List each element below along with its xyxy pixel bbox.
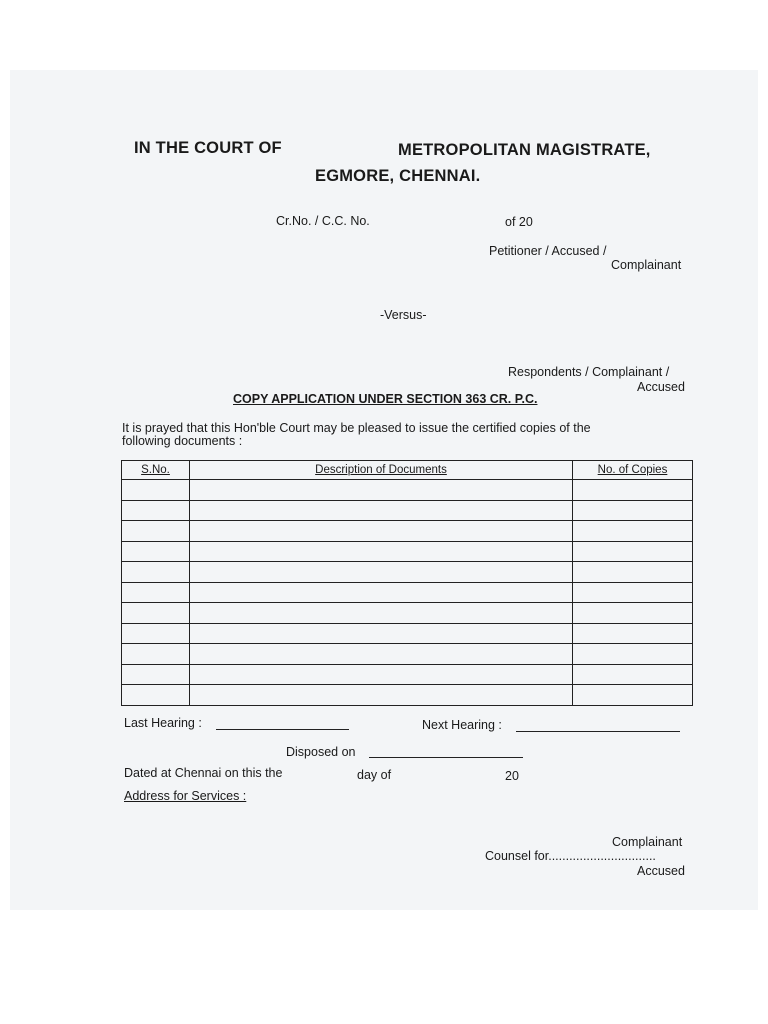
description-cell[interactable] xyxy=(190,582,573,603)
petitioner-label-line2: Complainant xyxy=(611,258,682,272)
sno-cell[interactable] xyxy=(122,480,190,501)
sno-cell[interactable] xyxy=(122,644,190,665)
respondent-label-line1: Respondents / Complainant / xyxy=(508,365,670,379)
sno-cell[interactable] xyxy=(122,685,190,706)
dated-year-label: 20 xyxy=(505,769,519,783)
last-hearing-label: Last Hearing : xyxy=(124,716,202,730)
table-row xyxy=(122,685,693,706)
table-row xyxy=(122,582,693,603)
description-cell[interactable] xyxy=(190,500,573,521)
respondent-label-line2: Accused xyxy=(637,380,685,394)
table-row xyxy=(122,541,693,562)
magistrate-title: METROPOLITAN MAGISTRATE, xyxy=(398,141,651,159)
versus-label: -Versus- xyxy=(380,308,427,322)
sno-cell[interactable] xyxy=(122,623,190,644)
sno-cell[interactable] xyxy=(122,582,190,603)
disposed-on-field[interactable] xyxy=(369,757,523,758)
description-cell[interactable] xyxy=(190,603,573,624)
description-cell[interactable] xyxy=(190,644,573,665)
copies-cell[interactable] xyxy=(573,664,693,685)
sno-cell[interactable] xyxy=(122,521,190,542)
column-header-sno: S.No. xyxy=(122,461,190,480)
counsel-for-field[interactable]: Counsel for............................... xyxy=(485,849,656,863)
copies-cell[interactable] xyxy=(573,521,693,542)
prayer-line2: following documents : xyxy=(122,434,243,448)
next-hearing-label: Next Hearing : xyxy=(422,718,502,732)
copies-cell[interactable] xyxy=(573,582,693,603)
description-cell[interactable] xyxy=(190,562,573,583)
table-row xyxy=(122,500,693,521)
documents-table xyxy=(121,460,693,706)
description-cell[interactable] xyxy=(190,480,573,501)
disposed-on-label: Disposed on xyxy=(286,745,356,759)
copies-cell[interactable] xyxy=(573,541,693,562)
sno-cell[interactable] xyxy=(122,500,190,521)
sno-cell[interactable] xyxy=(122,562,190,583)
court-prefix: IN THE COURT OF xyxy=(134,139,282,157)
column-header-description: Description of Documents xyxy=(190,461,573,480)
copies-cell[interactable] xyxy=(573,685,693,706)
copies-cell[interactable] xyxy=(573,603,693,624)
column-header-copies: No. of Copies xyxy=(573,461,693,480)
next-hearing-field[interactable] xyxy=(516,731,680,732)
court-location: EGMORE, CHENNAI. xyxy=(315,167,481,185)
description-cell[interactable] xyxy=(190,541,573,562)
copies-cell[interactable] xyxy=(573,500,693,521)
address-for-services-label: Address for Services : xyxy=(124,789,247,803)
table-header-row xyxy=(122,461,693,480)
petitioner-label-line1: Petitioner / Accused / xyxy=(489,244,607,258)
counsel-complainant-label: Complainant xyxy=(612,835,683,849)
sno-cell[interactable] xyxy=(122,541,190,562)
table-row xyxy=(122,603,693,624)
table-row xyxy=(122,521,693,542)
table-row xyxy=(122,644,693,665)
case-year-label: of 20 xyxy=(505,215,533,229)
copies-cell[interactable] xyxy=(573,562,693,583)
table-row xyxy=(122,664,693,685)
prayer-line1: It is prayed that this Hon'ble Court may be pleased to issue the certified copies of the xyxy=(122,421,591,435)
description-cell[interactable] xyxy=(190,623,573,644)
dated-label: Dated at Chennai on this the xyxy=(124,766,283,780)
case-number-label: Cr.No. / C.C. No. xyxy=(276,214,370,228)
application-title: COPY APPLICATION UNDER SECTION 363 CR. P.C. xyxy=(233,392,538,406)
copies-cell[interactable] xyxy=(573,480,693,501)
description-cell[interactable] xyxy=(190,521,573,542)
copies-cell[interactable] xyxy=(573,644,693,665)
description-cell[interactable] xyxy=(190,664,573,685)
table-row xyxy=(122,623,693,644)
last-hearing-field[interactable] xyxy=(216,729,349,730)
description-cell[interactable] xyxy=(190,685,573,706)
table-row xyxy=(122,562,693,583)
table-row xyxy=(122,480,693,501)
sno-cell[interactable] xyxy=(122,664,190,685)
sno-cell[interactable] xyxy=(122,603,190,624)
counsel-accused-label: Accused xyxy=(637,864,685,878)
day-of-label: day of xyxy=(357,768,392,782)
copies-cell[interactable] xyxy=(573,623,693,644)
